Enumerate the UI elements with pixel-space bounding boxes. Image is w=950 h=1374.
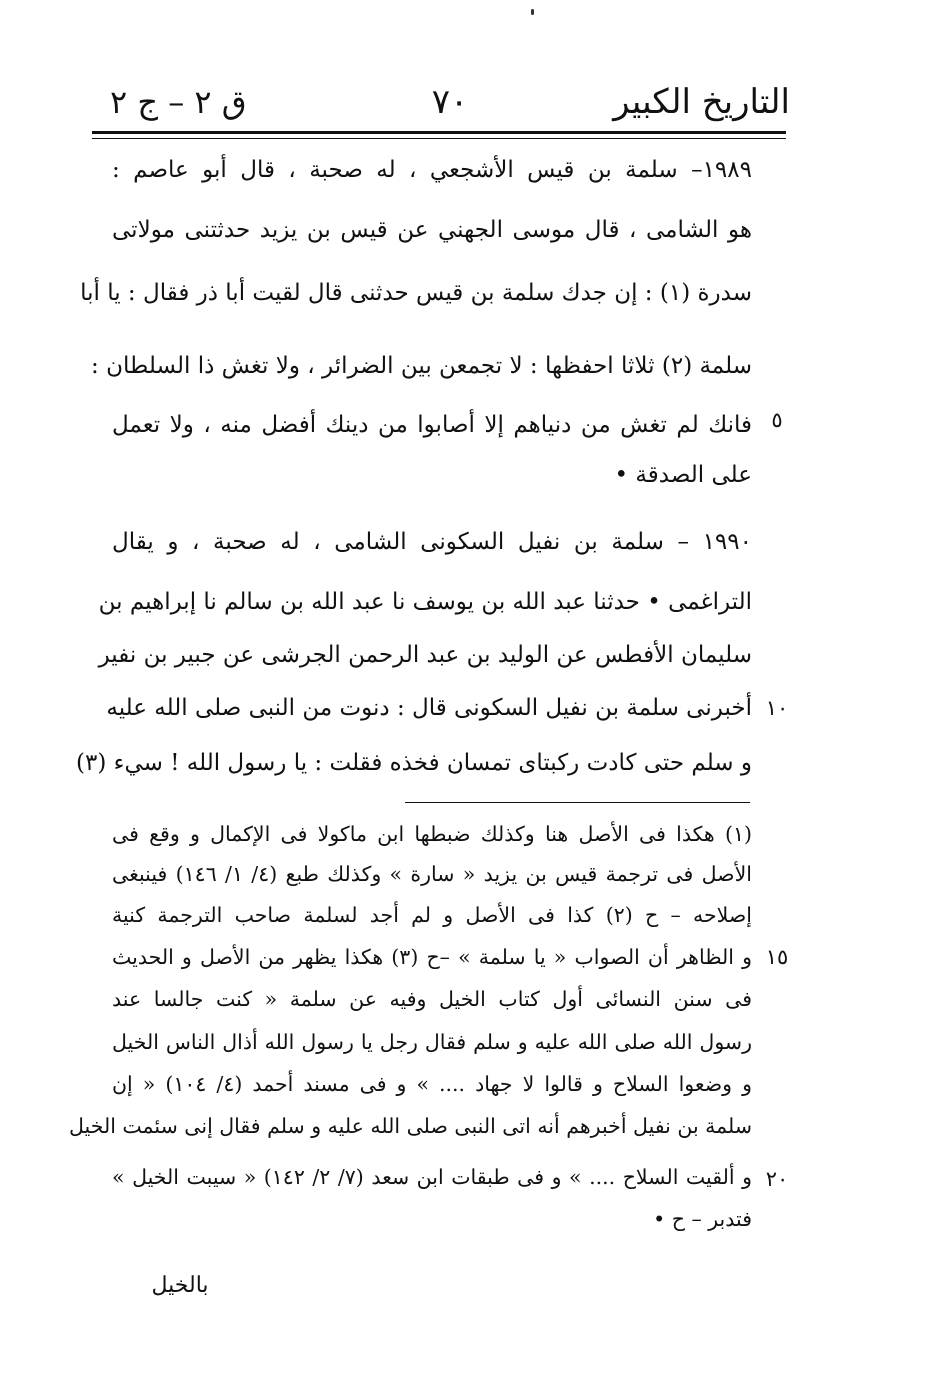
footnote-line: و ألقيت السلاح .... » و فى طبقات ابن سعد (٧/ ٢/ ١٤٢) « سيبت الخيل »	[112, 1165, 752, 1189]
volume-reference: ق ٢ – ج ٢	[110, 83, 247, 121]
body-line: ١٩٩٠ – سلمة بن نفيل السكونى الشامى ، له صحبة ، و يقال	[112, 529, 752, 555]
footnote-line: فى سنن النسائى أول كتاب الخيل وفيه عن سلمة « كنت جالسا عند	[112, 987, 752, 1011]
body-line: و سلم حتى كادت ركبتاى تمسان فخذه فقلت : يا رسول الله ! سيء (٣)	[76, 750, 752, 776]
footnote-line: و الظاهر أن الصواب « يا سلمة » –ح (٣) هكذا يظهر من الأصل و الحديث	[112, 945, 752, 969]
print-speck	[531, 9, 534, 15]
footnote-line: الأصل فى ترجمة قيس بن يزيد « سارة » وكذلك طبع (٤/ ١/ ١٤٦) فينبغى	[112, 862, 752, 886]
body-line: على الصدقة •	[614, 462, 752, 488]
body-line: التراغمى • حدثنا عبد الله بن يوسف نا عبد الله بن سالم نا إبراهيم بن	[98, 589, 752, 615]
footnote-line: سلمة بن نفيل أخبرهم أنه اتى النبى صلى الله عليه و سلم فقال إنى سئمت الخيل	[69, 1114, 752, 1138]
header-rule	[92, 131, 786, 134]
body-line: سدرة (١) : إن جدك سلمة بن قيس حدثنى قال لقيت أبا ذر فقال : يا أبا	[80, 280, 752, 306]
book-title: التاريخ الكبير	[613, 82, 790, 122]
line-number: ٢٠	[765, 1167, 789, 1191]
line-number: ١٠	[765, 696, 789, 720]
footnote-line: (١) هكذا فى الأصل هنا وكذلك ضبطها ابن ماكولا فى الإكمال و وقع فى	[112, 822, 752, 846]
footnote-line: إصلاحه – ح (٢) كذا فى الأصل و لم أجد لسلمة صاحب الترجمة كنية	[112, 903, 752, 927]
catchword: بالخيل	[151, 1273, 209, 1298]
body-line: هو الشامى ، قال موسى الجهني عن قيس بن يزيد حدثتنى مولاتى	[112, 217, 752, 243]
footnote-line: رسول الله صلى الله عليه و سلم فقال رجل يا رسول الله أذال الناس الخيل	[112, 1030, 752, 1054]
body-line: فانك لم تغش من دنياهم إلا أصابوا من دينك أفضل منه ، ولا تعمل	[112, 412, 752, 438]
body-line: سلمة (٢) ثلاثا احفظها : لا تجمعن بين الضرائر ، ولا تغش ذا السلطان :	[91, 353, 752, 379]
footnote-rule	[405, 802, 750, 803]
footnote-line: فتدبر – ح •	[653, 1207, 752, 1231]
body-line: سليمان الأفطس عن الوليد بن عبد الرحمن الجرشى عن جبير بن نفير	[98, 642, 752, 668]
page-number: ٧٠	[431, 82, 469, 122]
line-number: ١٥	[765, 945, 789, 969]
footnote-line: و وضعوا السلاح و قالوا لا جهاد .... » و فى مسند أحمد (٤/ ١٠٤) « إن	[112, 1072, 752, 1096]
running-header	[110, 78, 790, 130]
line-number: ٥	[771, 408, 783, 432]
header-rule-thin	[92, 138, 786, 139]
body-line: أخبرنى سلمة بن نفيل السكونى قال : دنوت من النبى صلى الله عليه	[106, 695, 752, 721]
body-line: ١٩٨٩– سلمة بن قيس الأشجعي ، له صحبة ، قال أبو عاصم :	[112, 157, 752, 183]
